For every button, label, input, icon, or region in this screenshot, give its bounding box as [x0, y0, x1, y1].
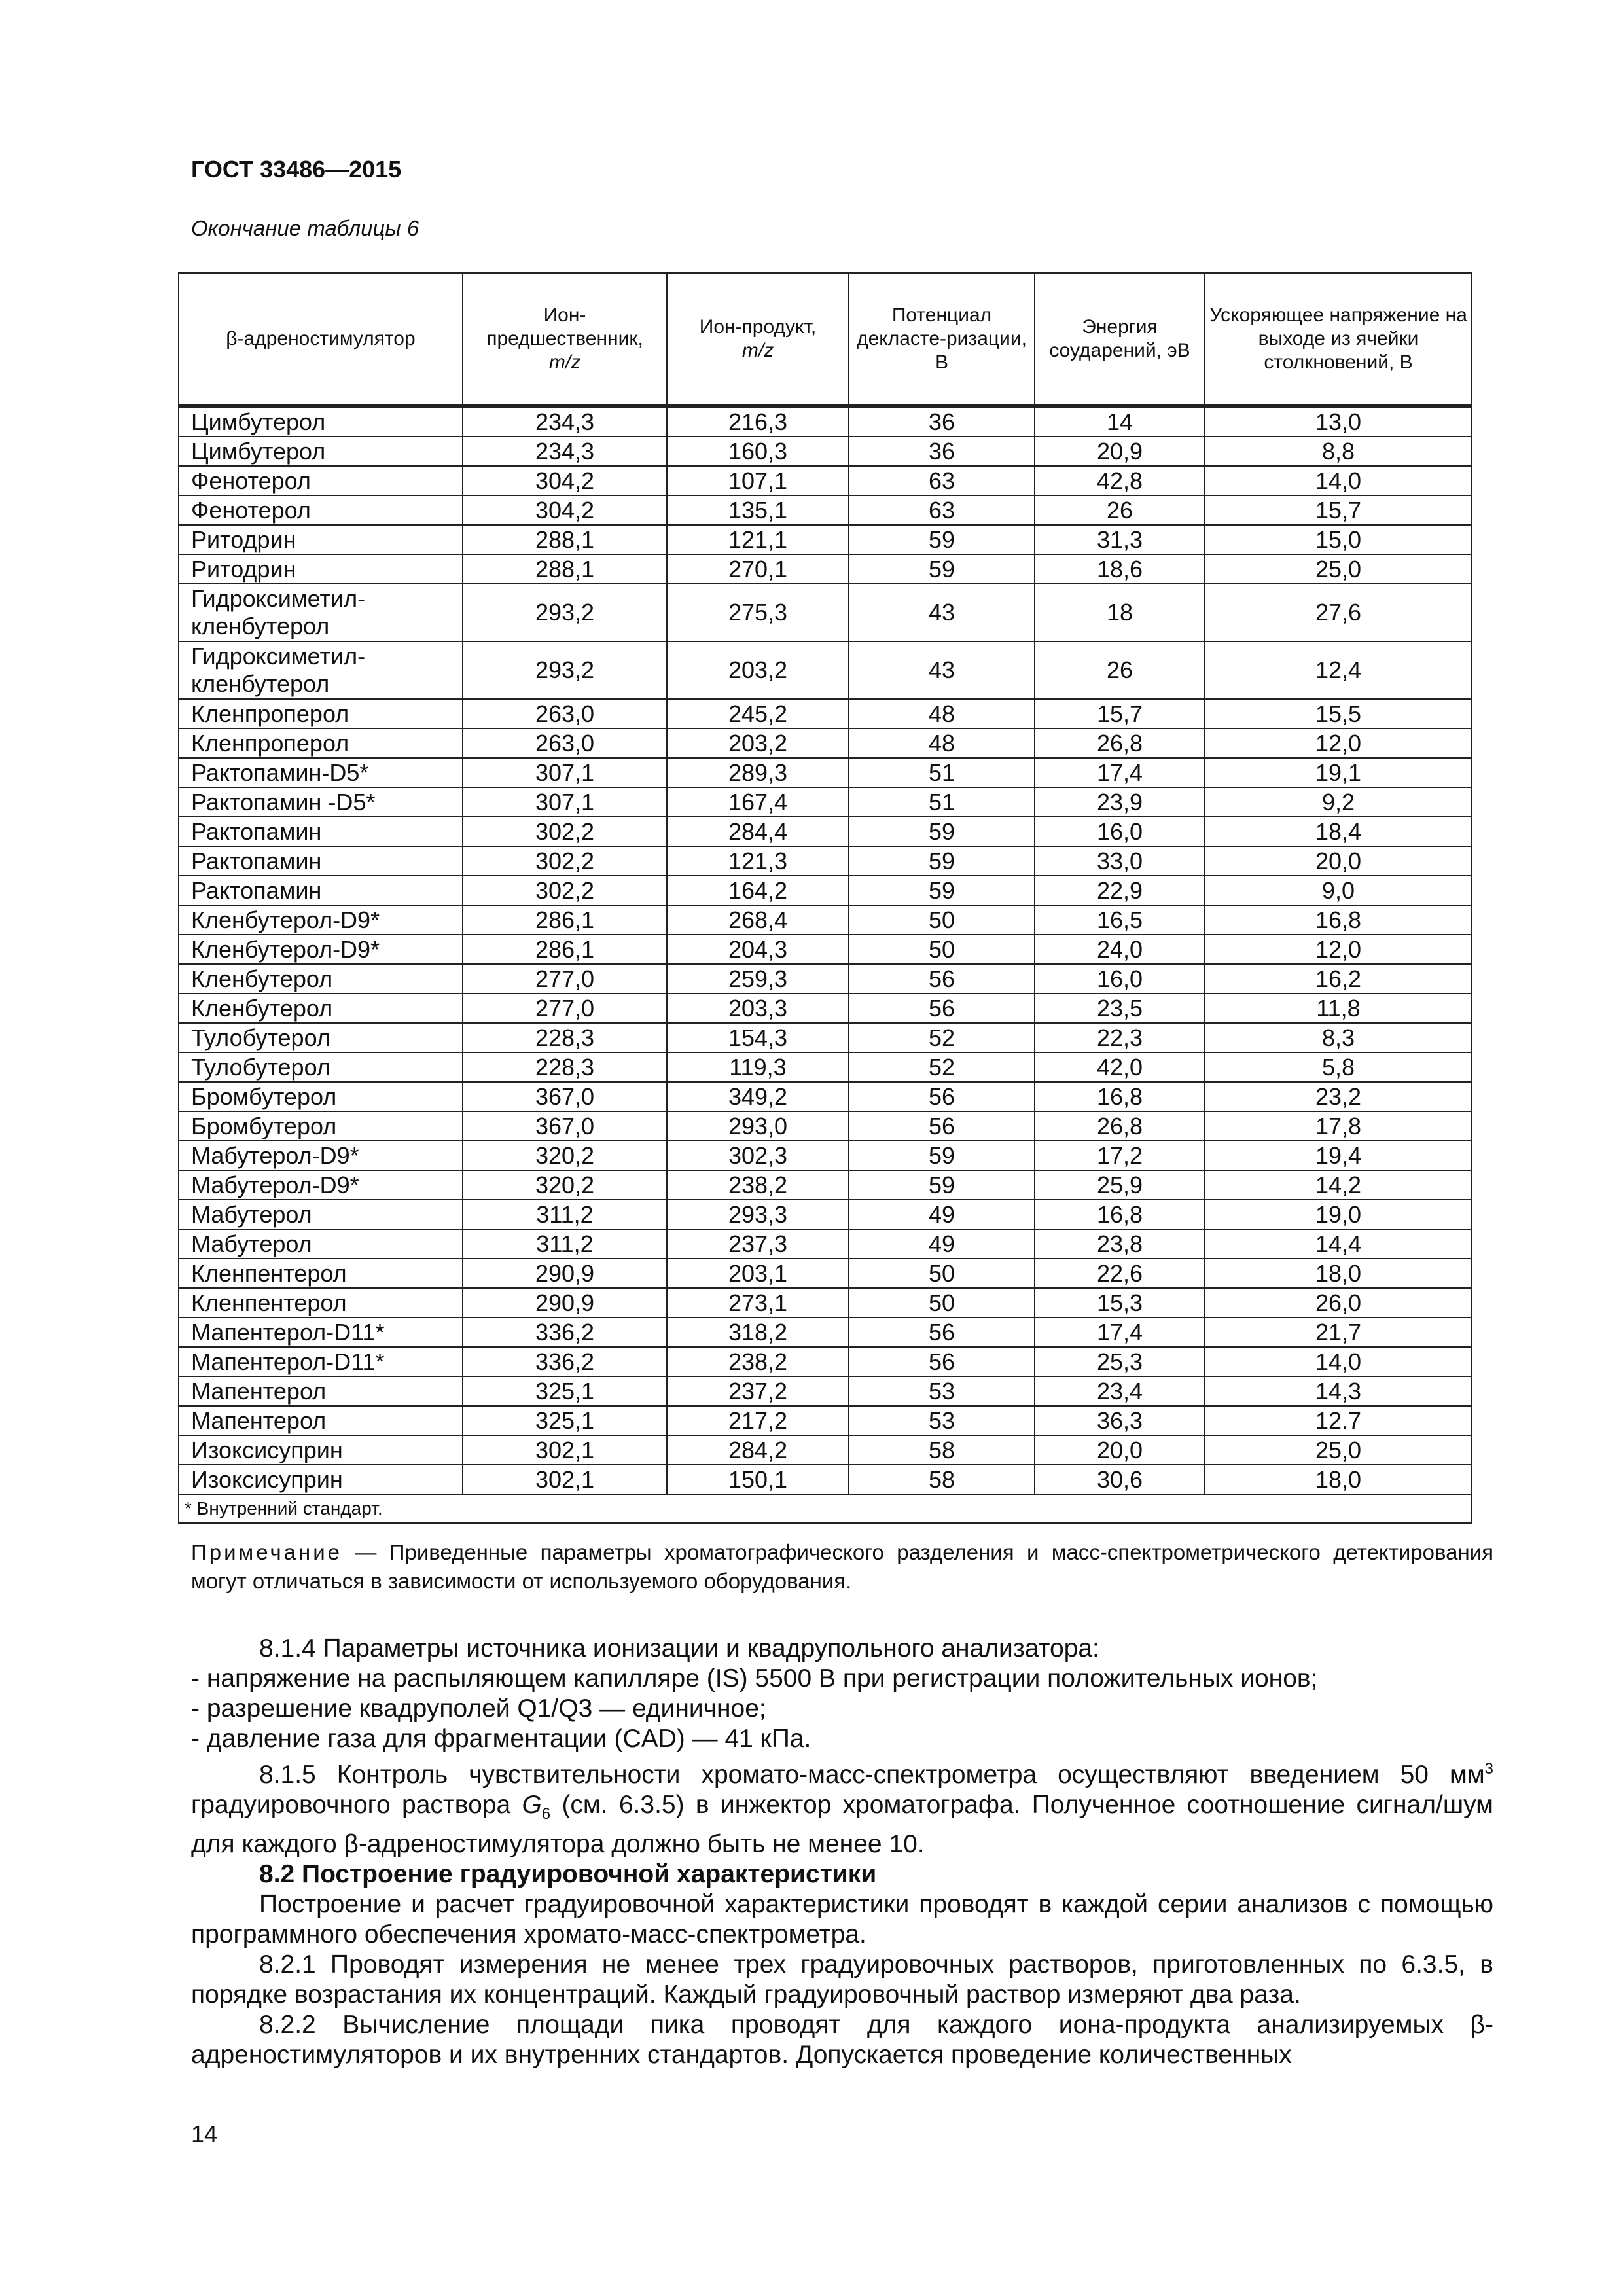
table-row: [179, 876, 1472, 905]
cell-substance: Кленпроперол: [179, 699, 463, 728]
table-row: [179, 584, 1472, 641]
cell-product: 121,1: [667, 525, 849, 554]
table-row: [179, 1259, 1472, 1288]
cell-declustering: 56: [849, 994, 1035, 1023]
cell-exit-voltage: 18,0: [1205, 1465, 1472, 1494]
cell-precursor: 320,2: [463, 1170, 667, 1200]
cell-precursor: 302,2: [463, 876, 667, 905]
cell-collision-energy: 14: [1035, 406, 1205, 437]
cell-product: 154,3: [667, 1023, 849, 1052]
list-item: - напряжение на распыляющем капилляре (IS) 5500 В при регистрации положительных ионов;: [191, 1664, 1318, 1693]
cell-collision-energy: 22,6: [1035, 1259, 1205, 1288]
table-row: [179, 994, 1472, 1023]
cell-declustering: 59: [849, 1141, 1035, 1170]
cell-declustering: 52: [849, 1023, 1035, 1052]
cell-declustering: 49: [849, 1200, 1035, 1229]
cell-declustering: 36: [849, 437, 1035, 466]
cell-product: 204,3: [667, 935, 849, 964]
cell-precursor: 302,1: [463, 1435, 667, 1465]
cell-exit-voltage: 8,3: [1205, 1023, 1472, 1052]
col-header-exit-voltage: Ускоряющее напряжение на выходе из ячейки столкновений, В: [1205, 273, 1472, 406]
table-row: [179, 1200, 1472, 1229]
cell-declustering: 59: [849, 876, 1035, 905]
cell-precursor: 277,0: [463, 964, 667, 994]
table-row: [179, 641, 1472, 699]
cell-precursor: 288,1: [463, 554, 667, 584]
cell-product: 293,0: [667, 1111, 849, 1141]
cell-precursor: 336,2: [463, 1318, 667, 1347]
cell-collision-energy: 16,0: [1035, 964, 1205, 994]
table-row: [179, 699, 1472, 728]
cell-precursor: 302,1: [463, 1465, 667, 1494]
cell-product: 203,2: [667, 641, 849, 699]
cell-precursor: 290,9: [463, 1288, 667, 1318]
table-row: [179, 1318, 1472, 1347]
cell-substance: Мапентерол-D11*: [179, 1347, 463, 1376]
cell-declustering: 49: [849, 1229, 1035, 1259]
cell-collision-energy: 42,0: [1035, 1052, 1205, 1082]
cell-substance: Кленбутерол: [179, 964, 463, 994]
table-footnote-row: [179, 1494, 1472, 1523]
cell-precursor: 277,0: [463, 994, 667, 1023]
cell-substance: Бромбутерол: [179, 1082, 463, 1111]
cell-declustering: 56: [849, 1318, 1035, 1347]
cell-declustering: 59: [849, 525, 1035, 554]
table-row: [179, 728, 1472, 758]
cell-exit-voltage: 9,2: [1205, 787, 1472, 817]
cell-substance: Мапентерол: [179, 1406, 463, 1435]
cell-exit-voltage: 14,0: [1205, 1347, 1472, 1376]
document-code: ГОСТ 33486—2015: [191, 156, 402, 183]
table-row: [179, 1465, 1472, 1494]
cell-product: 289,3: [667, 758, 849, 787]
table-row: [179, 1023, 1472, 1052]
note-text: — Приведенные параметры хроматографического разделения и масс-спектрометрического детектирования могут отличаться в зависимости от используемого оборудования.: [191, 1540, 1493, 1593]
cell-exit-voltage: 14,3: [1205, 1376, 1472, 1406]
cell-collision-energy: 16,8: [1035, 1200, 1205, 1229]
cell-product: 293,3: [667, 1200, 849, 1229]
cell-declustering: 50: [849, 1259, 1035, 1288]
cell-exit-voltage: 16,8: [1205, 905, 1472, 935]
cell-exit-voltage: 14,2: [1205, 1170, 1472, 1200]
cell-substance: Тулобутерол: [179, 1052, 463, 1082]
table-row: [179, 1111, 1472, 1141]
cell-product: 216,3: [667, 406, 849, 437]
cell-exit-voltage: 27,6: [1205, 584, 1472, 641]
cell-precursor: 304,2: [463, 495, 667, 525]
cell-precursor: 286,1: [463, 935, 667, 964]
cell-collision-energy: 31,3: [1035, 525, 1205, 554]
cell-substance: Изоксисуприн: [179, 1435, 463, 1465]
cell-collision-energy: 18: [1035, 584, 1205, 641]
cell-substance: Гидроксиметил- кленбутерол: [179, 584, 463, 641]
cell-precursor: 228,3: [463, 1023, 667, 1052]
cell-exit-voltage: 15,5: [1205, 699, 1472, 728]
cell-exit-voltage: 19,1: [1205, 758, 1472, 787]
cell-product: 164,2: [667, 876, 849, 905]
table-row: [179, 406, 1472, 437]
cell-exit-voltage: 8,8: [1205, 437, 1472, 466]
cell-precursor: 302,2: [463, 817, 667, 846]
cell-exit-voltage: 14,0: [1205, 466, 1472, 495]
cell-precursor: 336,2: [463, 1347, 667, 1376]
cell-exit-voltage: 25,0: [1205, 554, 1472, 584]
cell-precursor: 325,1: [463, 1376, 667, 1406]
cell-substance: Ритодрин: [179, 554, 463, 584]
cell-substance: Кленпентерол: [179, 1288, 463, 1318]
cell-precursor: 263,0: [463, 728, 667, 758]
cell-exit-voltage: 12,0: [1205, 935, 1472, 964]
cell-collision-energy: 16,0: [1035, 817, 1205, 846]
cell-exit-voltage: 26,0: [1205, 1288, 1472, 1318]
table-caption: Окончание таблицы 6: [191, 216, 419, 240]
cell-declustering: 59: [849, 554, 1035, 584]
cell-product: 259,3: [667, 964, 849, 994]
cell-collision-energy: 17,4: [1035, 758, 1205, 787]
list-item: - разрешение квадруполей Q1/Q3 — единичное;: [191, 1695, 766, 1723]
cell-product: 203,2: [667, 728, 849, 758]
cell-product: 121,3: [667, 846, 849, 876]
cell-precursor: 367,0: [463, 1082, 667, 1111]
table-row: [179, 1347, 1472, 1376]
cell-substance: Мабутерол-D9*: [179, 1170, 463, 1200]
col-header-declustering: Потенциал декласте-ризации, В: [849, 273, 1035, 406]
cell-product: 217,2: [667, 1406, 849, 1435]
cell-precursor: 311,2: [463, 1200, 667, 1229]
cell-substance: Цимбутерол: [179, 437, 463, 466]
parameters-table: [178, 272, 1472, 1524]
cell-declustering: 59: [849, 817, 1035, 846]
table-row: [179, 1082, 1472, 1111]
para-8-1-5: 8.1.5 Контроль чувствительности хромато-масс-спектрометра осуществляют введением 50 $мм^3$ градуировочного раствора $G_6$ (см. 6.3.5) в инжектор хроматографа. Полученное соотношение сигнал/шум для каждого β-адреностимулятора должно быть не менее 10.: [191, 1760, 1493, 1858]
cell-substance: Рактопамин: [179, 817, 463, 846]
cell-declustering: 56: [849, 1111, 1035, 1141]
table-row: [179, 1170, 1472, 1200]
cell-product: 203,1: [667, 1259, 849, 1288]
cell-precursor: 367,0: [463, 1111, 667, 1141]
cell-exit-voltage: 19,0: [1205, 1200, 1472, 1229]
cell-precursor: 325,1: [463, 1406, 667, 1435]
cell-product: 160,3: [667, 437, 849, 466]
table-row: [179, 817, 1472, 846]
para-8-2-1: 8.2.1 Проводят измерения не менее трех градуировочных растворов, приготовленных по 6.3.5, в порядке возрастания их концентраций. Каждый градуировочный раствор измеряют два раза.: [191, 1950, 1493, 2009]
cell-exit-voltage: 14,4: [1205, 1229, 1472, 1259]
col-header-substance: β-адреностимулятор: [179, 273, 463, 406]
cell-declustering: 56: [849, 1347, 1035, 1376]
cell-collision-energy: 24,0: [1035, 935, 1205, 964]
cell-product: 119,3: [667, 1052, 849, 1082]
cell-exit-voltage: 16,2: [1205, 964, 1472, 994]
col-header-precursor: Ион- предшественник, m/z: [463, 273, 667, 406]
cell-collision-energy: 22,9: [1035, 876, 1205, 905]
table-row: [179, 554, 1472, 584]
cell-substance: Рактопамин: [179, 876, 463, 905]
cell-collision-energy: 33,0: [1035, 846, 1205, 876]
cell-declustering: 56: [849, 1082, 1035, 1111]
cell-declustering: 51: [849, 787, 1035, 817]
page-number: 14: [191, 2121, 218, 2147]
cell-declustering: 50: [849, 1288, 1035, 1318]
cell-collision-energy: 23,8: [1035, 1229, 1205, 1259]
cell-product: 107,1: [667, 466, 849, 495]
cell-collision-energy: 26,8: [1035, 728, 1205, 758]
cell-precursor: 234,3: [463, 437, 667, 466]
cell-product: 238,2: [667, 1170, 849, 1200]
cell-substance: Фенотерол: [179, 495, 463, 525]
cell-precursor: 288,1: [463, 525, 667, 554]
table-row: [179, 525, 1472, 554]
cell-product: 349,2: [667, 1082, 849, 1111]
table-row: [179, 437, 1472, 466]
cell-substance: Кленпроперол: [179, 728, 463, 758]
cell-collision-energy: 42,8: [1035, 466, 1205, 495]
body-text: [191, 1634, 1493, 2070]
cell-substance: Мабутерол-D9*: [179, 1141, 463, 1170]
col-header-collision-energy: Энергия соударений, эВ: [1035, 273, 1205, 406]
table-row: [179, 846, 1472, 876]
cell-exit-voltage: 5,8: [1205, 1052, 1472, 1082]
cell-substance: Ритодрин: [179, 525, 463, 554]
list-item: - давление газа для фрагментации (CAD) — 41 кПа.: [191, 1725, 812, 1753]
cell-product: 275,3: [667, 584, 849, 641]
cell-declustering: 51: [849, 758, 1035, 787]
cell-substance: Мапентерол-D11*: [179, 1318, 463, 1347]
cell-declustering: 58: [849, 1465, 1035, 1494]
cell-collision-energy: 16,8: [1035, 1082, 1205, 1111]
cell-collision-energy: 20,0: [1035, 1435, 1205, 1465]
cell-precursor: 320,2: [463, 1141, 667, 1170]
cell-product: 284,2: [667, 1435, 849, 1465]
cell-declustering: 43: [849, 641, 1035, 699]
cell-exit-voltage: 11,8: [1205, 994, 1472, 1023]
cell-substance: Рактопамин: [179, 846, 463, 876]
cell-exit-voltage: 20,0: [1205, 846, 1472, 876]
cell-precursor: 307,1: [463, 758, 667, 787]
cell-declustering: 50: [849, 935, 1035, 964]
cell-product: 270,1: [667, 554, 849, 584]
cell-exit-voltage: 12,0: [1205, 728, 1472, 758]
table-row: [179, 964, 1472, 994]
cell-exit-voltage: 17,8: [1205, 1111, 1472, 1141]
cell-precursor: 304,2: [463, 466, 667, 495]
cell-declustering: 53: [849, 1376, 1035, 1406]
table-body: [179, 406, 1472, 1524]
table-header-row: [179, 273, 1472, 406]
cell-substance: Фенотерол: [179, 466, 463, 495]
table-row: [179, 1406, 1472, 1435]
cell-precursor: 293,2: [463, 584, 667, 641]
cell-declustering: 43: [849, 584, 1035, 641]
cell-product: 203,3: [667, 994, 849, 1023]
table-row: [179, 787, 1472, 817]
cell-exit-voltage: 18,4: [1205, 817, 1472, 846]
cell-product: 238,2: [667, 1347, 849, 1376]
cell-declustering: 36: [849, 406, 1035, 437]
cell-collision-energy: 23,9: [1035, 787, 1205, 817]
cell-collision-energy: 15,7: [1035, 699, 1205, 728]
cell-product: 150,1: [667, 1465, 849, 1494]
table-row: [179, 1435, 1472, 1465]
table-footnote: * Внутренний стандарт.: [179, 1494, 1472, 1523]
cell-exit-voltage: 25,0: [1205, 1435, 1472, 1465]
col-header-product: Ион-продукт, m/z: [667, 273, 849, 406]
cell-exit-voltage: 13,0: [1205, 406, 1472, 437]
cell-collision-energy: 23,5: [1035, 994, 1205, 1023]
cell-declustering: 48: [849, 699, 1035, 728]
cell-substance: Бромбутерол: [179, 1111, 463, 1141]
table-row: [179, 466, 1472, 495]
cell-collision-energy: 26,8: [1035, 1111, 1205, 1141]
cell-declustering: 63: [849, 495, 1035, 525]
cell-declustering: 53: [849, 1406, 1035, 1435]
cell-declustering: 63: [849, 466, 1035, 495]
cell-substance: Цимбутерол: [179, 406, 463, 437]
cell-precursor: 286,1: [463, 905, 667, 935]
cell-substance: Мапентерол: [179, 1376, 463, 1406]
cell-collision-energy: 18,6: [1035, 554, 1205, 584]
cell-precursor: 307,1: [463, 787, 667, 817]
cell-precursor: 234,3: [463, 406, 667, 437]
note-label: Примечание: [191, 1540, 343, 1564]
cell-declustering: 59: [849, 1170, 1035, 1200]
cell-product: 167,4: [667, 787, 849, 817]
para-8-2-2: 8.2.2 Вычисление площади пика проводят для каждого иона-продукта анализируемых β-адреностимуляторов и их внутренних стандартов. Допускается проведение количественных: [191, 2010, 1493, 2069]
cell-declustering: 58: [849, 1435, 1035, 1465]
cell-collision-energy: 25,3: [1035, 1347, 1205, 1376]
cell-precursor: 311,2: [463, 1229, 667, 1259]
table-row: [179, 758, 1472, 787]
cell-product: 237,3: [667, 1229, 849, 1259]
cell-substance: Гидроксиметил- кленбутерол: [179, 641, 463, 699]
cell-exit-voltage: 12.7: [1205, 1406, 1472, 1435]
cell-product: 302,3: [667, 1141, 849, 1170]
cell-declustering: 56: [849, 964, 1035, 994]
cell-declustering: 59: [849, 846, 1035, 876]
cell-exit-voltage: 15,0: [1205, 525, 1472, 554]
cell-collision-energy: 25,9: [1035, 1170, 1205, 1200]
cell-collision-energy: 30,6: [1035, 1465, 1205, 1494]
cell-substance: Кленбутерол: [179, 994, 463, 1023]
cell-exit-voltage: 19,4: [1205, 1141, 1472, 1170]
cell-precursor: 302,2: [463, 846, 667, 876]
table-row: [179, 1229, 1472, 1259]
table-row: [179, 1288, 1472, 1318]
table-row: [179, 905, 1472, 935]
cell-declustering: 50: [849, 905, 1035, 935]
cell-product: 237,2: [667, 1376, 849, 1406]
cell-precursor: 263,0: [463, 699, 667, 728]
cell-collision-energy: 17,4: [1035, 1318, 1205, 1347]
cell-collision-energy: 20,9: [1035, 437, 1205, 466]
cell-collision-energy: 15,3: [1035, 1288, 1205, 1318]
cell-exit-voltage: 12,4: [1205, 641, 1472, 699]
para-8-2: Построение и расчет градуировочной характеристики проводят в каждой серии анализов с помощью программного обеспечения хромато-масс-спектрометра.: [191, 1890, 1493, 1948]
cell-substance: Рактопамин-D5*: [179, 758, 463, 787]
cell-exit-voltage: 9,0: [1205, 876, 1472, 905]
cell-precursor: 228,3: [463, 1052, 667, 1082]
cell-substance: Кленбутерол-D9*: [179, 935, 463, 964]
cell-collision-energy: 22,3: [1035, 1023, 1205, 1052]
cell-product: 135,1: [667, 495, 849, 525]
cell-product: 318,2: [667, 1318, 849, 1347]
cell-collision-energy: 23,4: [1035, 1376, 1205, 1406]
cell-substance: Тулобутерол: [179, 1023, 463, 1052]
section-8-2-heading: 8.2 Построение градуировочной характеристики: [259, 1859, 877, 1888]
cell-substance: Мабутерол: [179, 1200, 463, 1229]
cell-substance: Мабутерол: [179, 1229, 463, 1259]
cell-product: 284,4: [667, 817, 849, 846]
cell-collision-energy: 16,5: [1035, 905, 1205, 935]
cell-precursor: 290,9: [463, 1259, 667, 1288]
cell-collision-energy: 36,3: [1035, 1406, 1205, 1435]
cell-exit-voltage: 21,7: [1205, 1318, 1472, 1347]
table-note: [191, 1538, 1493, 1596]
cell-precursor: 293,2: [463, 641, 667, 699]
table-row: [179, 1376, 1472, 1406]
cell-substance: Рактопамин -D5*: [179, 787, 463, 817]
cell-product: 273,1: [667, 1288, 849, 1318]
cell-exit-voltage: 15,7: [1205, 495, 1472, 525]
cell-product: 245,2: [667, 699, 849, 728]
cell-substance: Кленпентерол: [179, 1259, 463, 1288]
cell-declustering: 48: [849, 728, 1035, 758]
table-row: [179, 495, 1472, 525]
cell-substance: Кленбутерол-D9*: [179, 905, 463, 935]
table-row: [179, 1052, 1472, 1082]
cell-declustering: 52: [849, 1052, 1035, 1082]
table-row: [179, 935, 1472, 964]
cell-collision-energy: 17,2: [1035, 1141, 1205, 1170]
cell-exit-voltage: 18,0: [1205, 1259, 1472, 1288]
cell-product: 268,4: [667, 905, 849, 935]
cell-substance: Изоксисуприн: [179, 1465, 463, 1494]
cell-exit-voltage: 23,2: [1205, 1082, 1472, 1111]
cell-collision-energy: 26: [1035, 641, 1205, 699]
table-row: [179, 1141, 1472, 1170]
para-8-1-4: 8.1.4 Параметры источника ионизации и квадрупольного анализатора:: [259, 1634, 1099, 1662]
cell-collision-energy: 26: [1035, 495, 1205, 525]
